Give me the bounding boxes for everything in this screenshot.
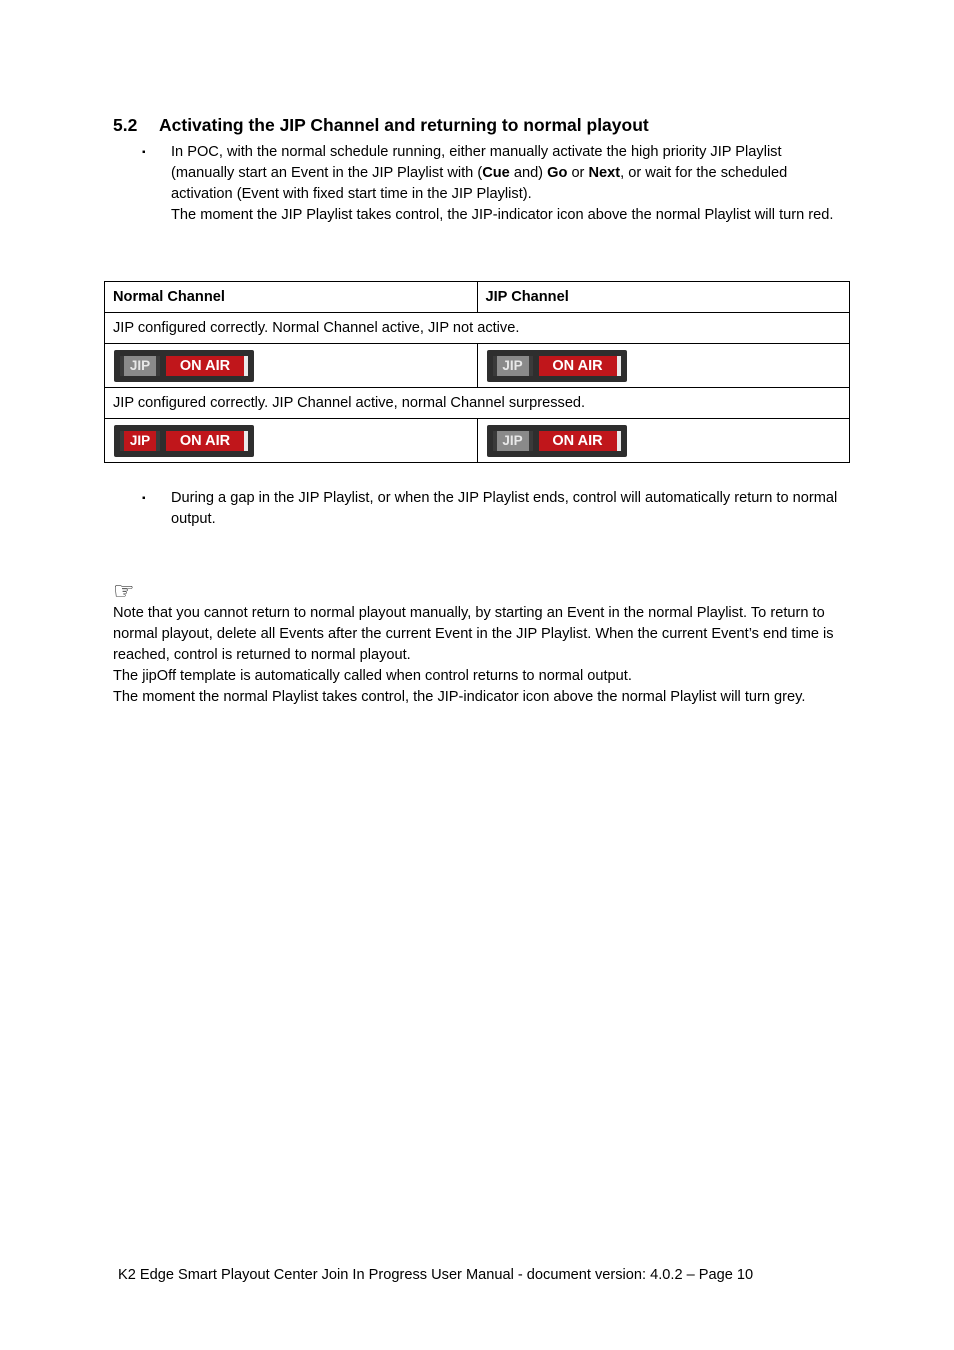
bullet-text-part: , or wait for the scheduled activation (Event with fixed start time in the JIP Playlist). bbox=[171, 165, 788, 202]
bullet-marker: ▪ bbox=[142, 147, 146, 158]
bullet-return-normal bbox=[142, 488, 842, 530]
jip-onair-indicator bbox=[114, 350, 254, 382]
bullet-activate-jip bbox=[142, 142, 842, 226]
header-jip-channel: JIP Channel bbox=[477, 282, 850, 313]
jip-indicator-icon: JIP bbox=[120, 356, 160, 376]
on-air-label: ON AIR bbox=[166, 356, 248, 376]
table-header-row bbox=[105, 282, 850, 313]
section-title: Activating the JIP Channel and returning to normal playout bbox=[159, 115, 649, 135]
note-line: The jipOff template is automatically called when control returns to normal output. bbox=[113, 668, 632, 684]
note-line: Note that you cannot return to normal playout manually, by starting an Event in the normal Playlist. To return to normal playout, delete all Events after the current Event in the JIP Playlist. When the current Event’s end time is reached, control is returned to normal playout. bbox=[113, 605, 834, 663]
jip-indicator-icon: JIP bbox=[493, 356, 533, 376]
jip-indicator-icon: JIP bbox=[493, 431, 533, 451]
bullet-text: During a gap in the JIP Playlist, or when the JIP Playlist ends, control will automatically return to normal output. bbox=[171, 490, 838, 527]
table-row bbox=[105, 344, 850, 388]
table-row bbox=[105, 419, 850, 463]
table-row bbox=[105, 388, 850, 419]
on-air-label: ON AIR bbox=[539, 356, 621, 376]
bullet-text-line2: The moment the JIP Playlist takes control, the JIP-indicator icon above the normal Playlist will turn red. bbox=[171, 207, 834, 223]
row-description: JIP configured correctly. JIP Channel active, normal Channel surpressed. bbox=[105, 388, 850, 419]
section-heading bbox=[113, 113, 649, 137]
pointing-hand-icon: ☞ bbox=[113, 578, 135, 605]
header-normal-channel: Normal Channel bbox=[105, 282, 478, 313]
note-line: The moment the normal Playlist takes control, the JIP-indicator icon above the normal Playlist will turn grey. bbox=[113, 689, 806, 705]
cue-keyword: Cue bbox=[482, 165, 510, 181]
go-keyword: Go bbox=[547, 165, 568, 181]
bullet-text-part: or bbox=[567, 165, 589, 181]
jip-status-table bbox=[104, 281, 850, 463]
jip-indicator-icon: JIP bbox=[120, 431, 160, 451]
normal-channel-indicator-cell bbox=[105, 419, 478, 463]
bullet-text bbox=[171, 142, 842, 226]
jip-channel-indicator-cell bbox=[477, 419, 850, 463]
jip-channel-indicator-cell bbox=[477, 344, 850, 388]
page-footer: K2 Edge Smart Playout Center Join In Progress User Manual - document version: 4.0.2 – Page 10 bbox=[118, 1267, 754, 1283]
jip-onair-indicator bbox=[487, 350, 627, 382]
on-air-label: ON AIR bbox=[166, 431, 248, 451]
jip-onair-indicator bbox=[114, 425, 254, 457]
note-block bbox=[113, 603, 843, 708]
jip-onair-indicator bbox=[487, 425, 627, 457]
table-row bbox=[105, 313, 850, 344]
bullet-marker: ▪ bbox=[142, 493, 146, 504]
bullet-text-part: In POC, with the normal schedule running, either manually activate the high priority JIP Playlist (manually start an Event in the JIP Playlist with ( bbox=[171, 144, 782, 181]
next-keyword: Next bbox=[588, 165, 621, 181]
normal-channel-indicator-cell bbox=[105, 344, 478, 388]
on-air-label: ON AIR bbox=[539, 431, 621, 451]
row-description: JIP configured correctly. Normal Channel active, JIP not active. bbox=[105, 313, 850, 344]
bullet-text-part: and) bbox=[509, 165, 548, 181]
section-number: 5.2 bbox=[113, 115, 138, 135]
